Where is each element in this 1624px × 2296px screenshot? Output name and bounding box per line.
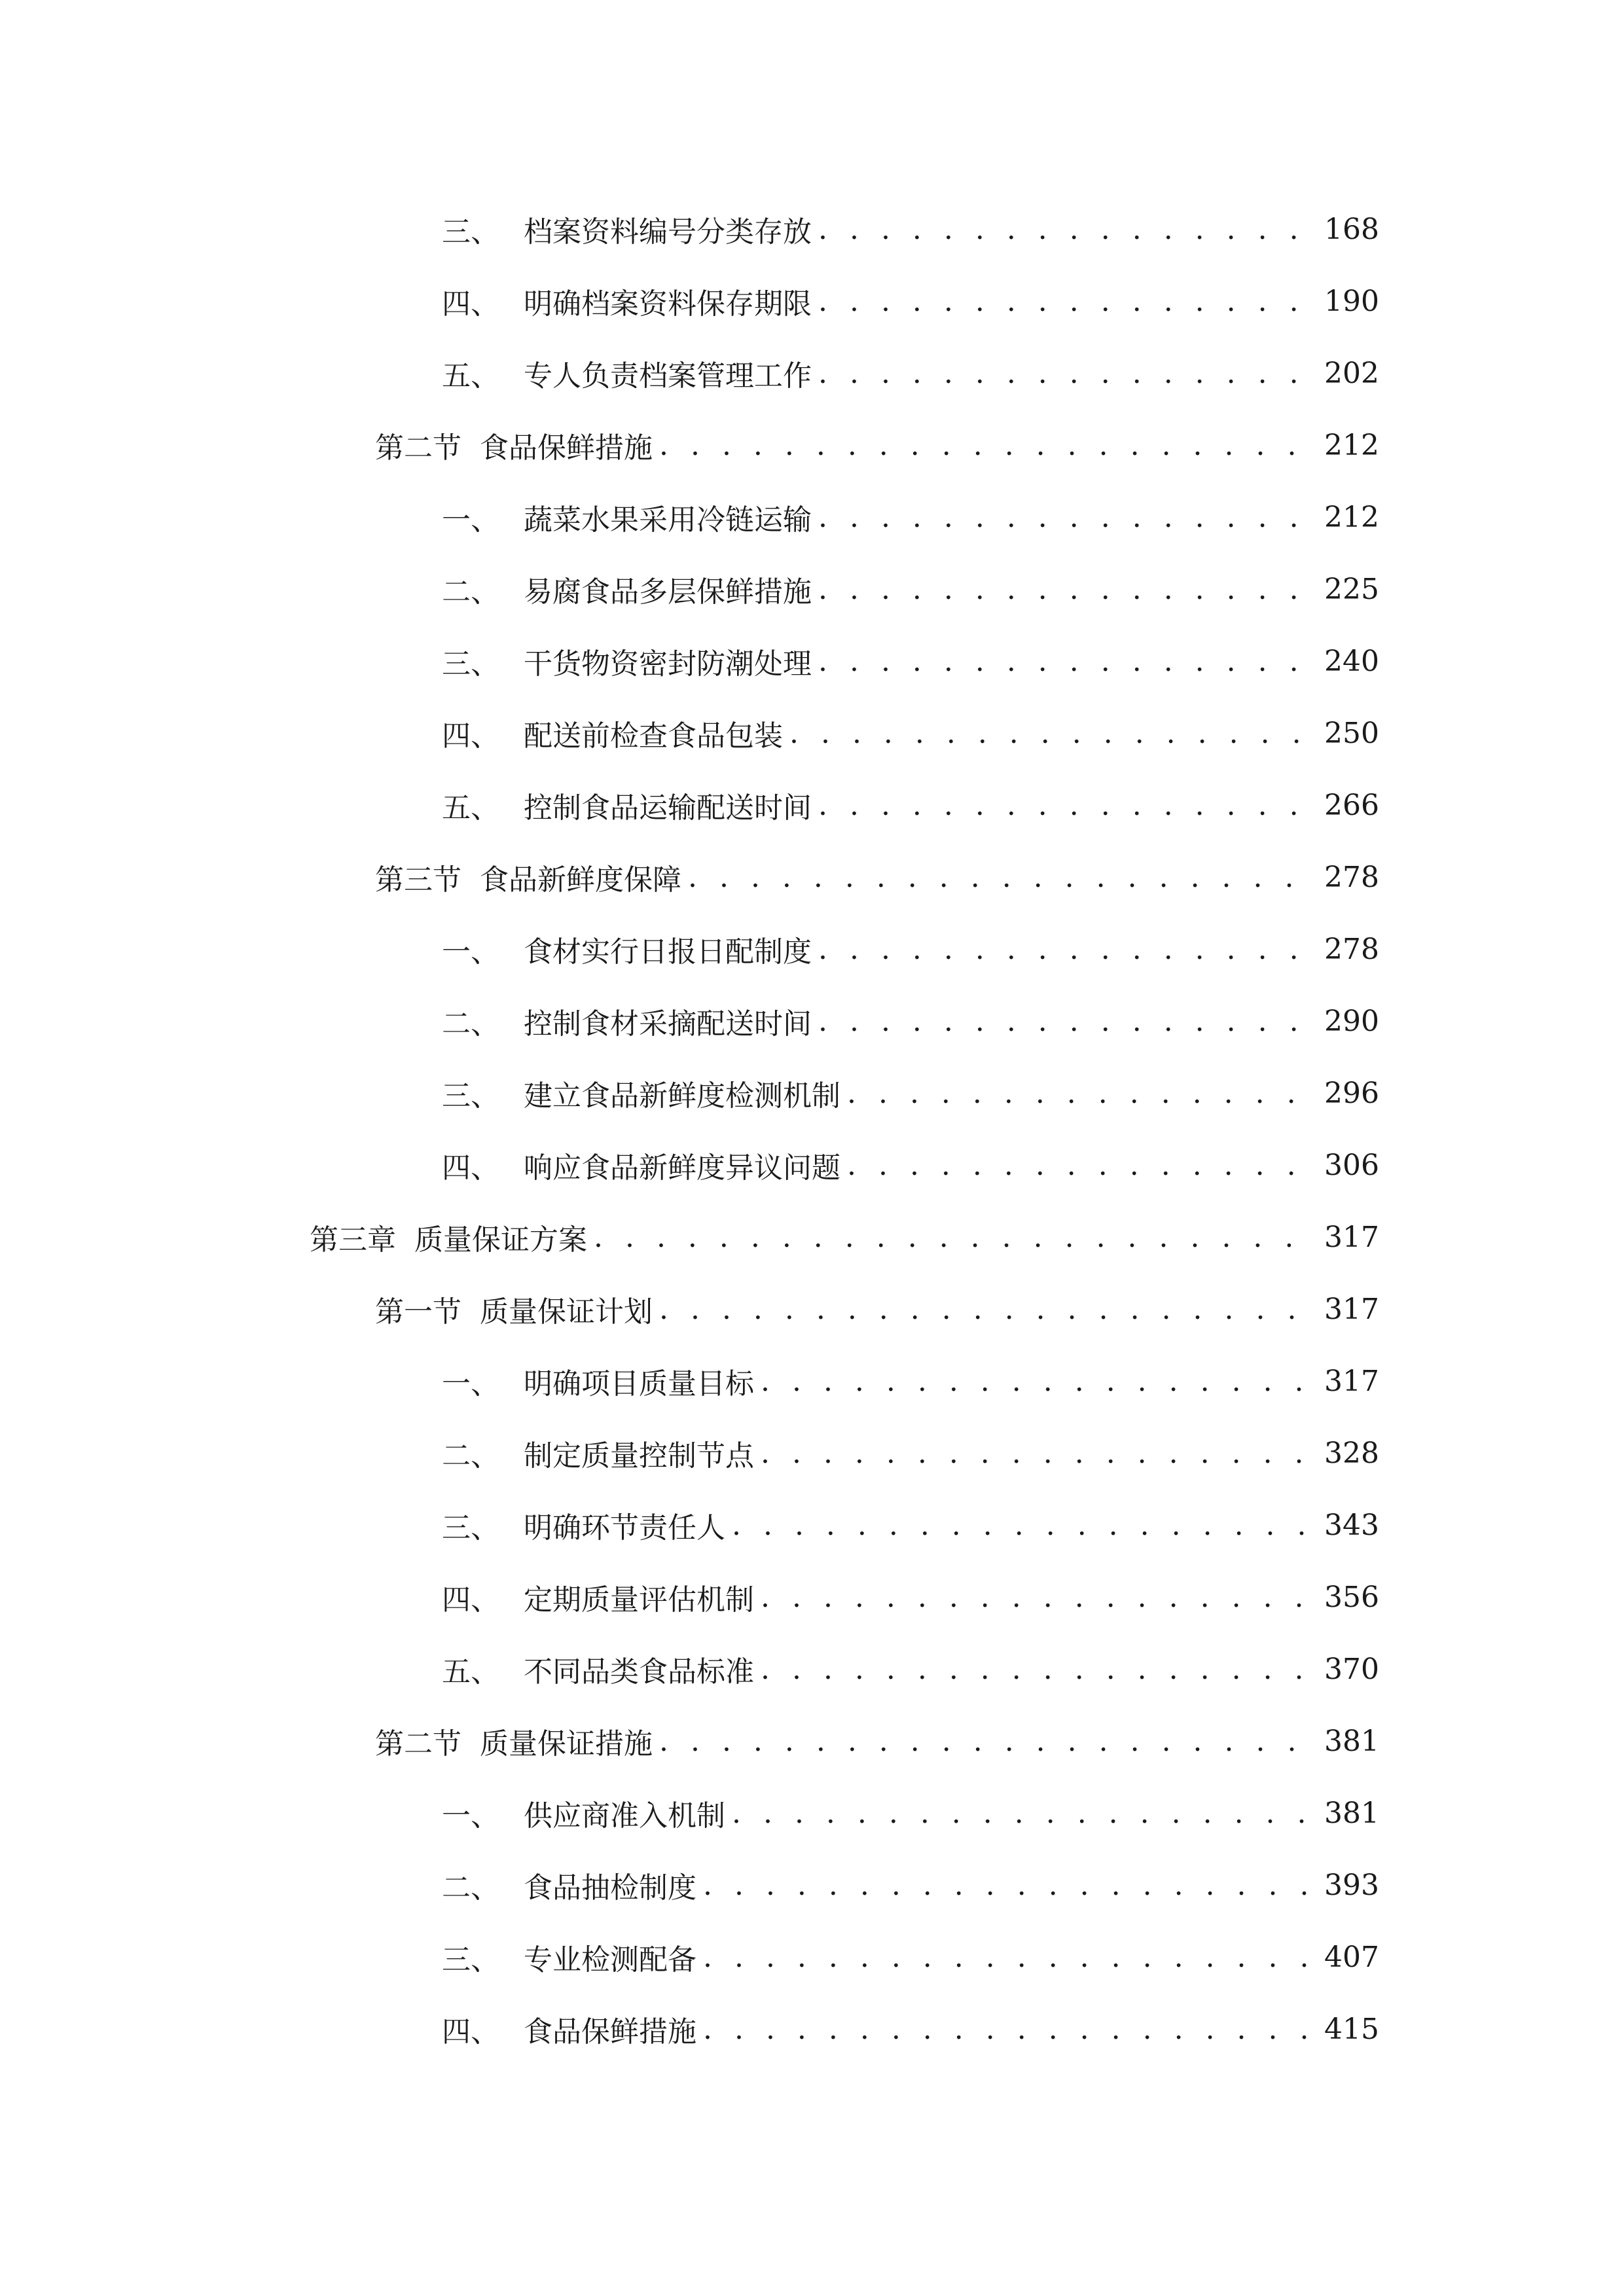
toc-dot-leader — [729, 1797, 1316, 1830]
toc-entry-number: 三、 — [442, 1943, 499, 1977]
toc-dot-leader — [816, 501, 1316, 534]
toc-entry-page-number: 212 — [1324, 500, 1379, 534]
toc-dot-leader — [758, 1437, 1316, 1470]
toc-entry-item[interactable] — [442, 481, 1379, 553]
toc-entry-item[interactable] — [442, 1417, 1379, 1489]
toc-entry-item[interactable] — [442, 1849, 1379, 1921]
toc-entry-title: 干货物资密封防潮处理 — [524, 647, 812, 681]
toc-entry-title: 明确项目质量目标 — [524, 1367, 754, 1401]
toc-entry-page-number: 343 — [1324, 1508, 1379, 1542]
toc-entry-page-number: 278 — [1324, 932, 1379, 966]
toc-entry-item[interactable] — [442, 913, 1379, 985]
toc-dot-leader — [591, 1221, 1316, 1254]
toc-entry-page-number: 393 — [1324, 1868, 1379, 1902]
toc-entry-label — [375, 856, 685, 898]
toc-entry-label — [375, 1288, 657, 1330]
toc-entry-item[interactable] — [442, 553, 1379, 625]
toc-dot-leader — [816, 213, 1316, 246]
toc-entry-number: 四、 — [442, 2015, 499, 2049]
toc-dot-leader — [685, 861, 1316, 894]
toc-entry-item[interactable] — [442, 625, 1379, 697]
toc-entry-item[interactable] — [442, 985, 1379, 1057]
toc-entry-number: 第一节 — [375, 1295, 461, 1329]
toc-dot-leader — [657, 1293, 1316, 1326]
toc-entry-number: 三、 — [442, 215, 499, 249]
toc-entry-title: 制定质量控制节点 — [524, 1439, 754, 1473]
toc-entry-label — [442, 208, 816, 250]
toc-entry-label — [442, 1792, 729, 1834]
toc-entry-page-number: 381 — [1324, 1724, 1379, 1758]
toc-entry-number: 三、 — [442, 1079, 499, 1113]
toc-entry-page-number: 317 — [1324, 1292, 1379, 1326]
toc-entry-page-number: 168 — [1324, 212, 1379, 246]
toc-entry-label — [442, 2008, 700, 2050]
toc-entry-page-number: 240 — [1324, 644, 1379, 678]
toc-dot-leader — [758, 1581, 1316, 1614]
toc-dot-leader — [700, 1869, 1316, 1902]
toc-entry-title: 蔬菜水果采用冷链运输 — [524, 503, 812, 537]
toc-entry-page-number: 381 — [1324, 1796, 1379, 1830]
toc-dot-leader — [816, 933, 1316, 966]
toc-entry-title: 建立食品新鲜度检测机制 — [524, 1079, 840, 1113]
toc-entry-title: 食材实行日报日配制度 — [524, 935, 812, 969]
toc-dot-leader — [758, 1365, 1316, 1398]
toc-entry-label — [442, 496, 816, 538]
toc-entry-label — [442, 352, 816, 394]
toc-entry-label — [442, 1648, 758, 1690]
toc-entry-item[interactable] — [442, 697, 1379, 769]
toc-entry-item[interactable] — [442, 1345, 1379, 1417]
toc-entry-title: 响应食品新鲜度异议问题 — [524, 1151, 840, 1185]
toc-entry-label — [442, 1144, 844, 1186]
toc-entry-number: 二、 — [442, 575, 499, 609]
toc-entry-page-number: 356 — [1324, 1580, 1379, 1614]
toc-entry-title: 食品新鲜度保障 — [480, 863, 681, 897]
toc-dot-leader — [700, 2013, 1316, 2046]
toc-entry-page-number: 212 — [1324, 428, 1379, 462]
toc-entry-title: 易腐食品多层保鲜措施 — [524, 575, 812, 609]
toc-entry-label — [442, 1576, 758, 1618]
toc-dot-leader — [816, 789, 1316, 822]
toc-dot-leader — [816, 1005, 1316, 1038]
toc-entry-number: 一、 — [442, 1367, 499, 1401]
toc-entry-number: 三、 — [442, 1511, 499, 1545]
toc-entry-chapter[interactable] — [310, 1201, 1379, 1273]
toc-entry-label — [442, 712, 787, 754]
toc-entry-page-number: 278 — [1324, 860, 1379, 894]
toc-entry-number: 一、 — [442, 503, 499, 537]
toc-entry-item[interactable] — [442, 769, 1379, 841]
toc-entry-label — [442, 1504, 729, 1546]
toc-entry-title: 质量保证计划 — [480, 1295, 653, 1329]
toc-entry-item[interactable] — [442, 1057, 1379, 1129]
toc-entry-item[interactable] — [442, 265, 1379, 337]
toc-entry-label — [442, 1000, 816, 1042]
toc-entry-label — [442, 280, 816, 322]
toc-dot-leader — [758, 1653, 1316, 1686]
toc-entry-label — [442, 1936, 700, 1978]
toc-entry-number: 第二节 — [375, 1727, 461, 1761]
toc-entry-title: 质量保证措施 — [480, 1727, 653, 1761]
toc-entry-page-number: 190 — [1324, 284, 1379, 318]
toc-entry-number: 五、 — [442, 1655, 499, 1689]
toc-entry-item[interactable] — [442, 1921, 1379, 1993]
toc-entry-number: 四、 — [442, 1583, 499, 1617]
toc-entry-page-number: 266 — [1324, 788, 1379, 822]
toc-entry-page-number: 370 — [1324, 1652, 1379, 1686]
toc-entry-item[interactable] — [442, 1777, 1379, 1849]
toc-entry-page-number: 317 — [1324, 1220, 1379, 1254]
toc-entry-number: 二、 — [442, 1439, 499, 1473]
toc-entry-page-number: 290 — [1324, 1004, 1379, 1038]
toc-entry-number: 四、 — [442, 719, 499, 753]
toc-entry-item[interactable] — [442, 1993, 1379, 2065]
toc-entry-item[interactable] — [442, 1129, 1379, 1201]
toc-entry-page-number: 306 — [1324, 1148, 1379, 1182]
toc-entry-title: 食品保鲜措施 — [480, 431, 653, 465]
toc-entry-item[interactable] — [442, 337, 1379, 409]
toc-dot-leader — [657, 1725, 1316, 1758]
toc-entry-label — [442, 640, 816, 682]
toc-entry-number: 一、 — [442, 1799, 499, 1833]
toc-entry-title: 定期质量评估机制 — [524, 1583, 754, 1617]
toc-entry-number: 第三章 — [310, 1223, 396, 1257]
toc-entry-title: 明确环节责任人 — [524, 1511, 725, 1545]
toc-entry-label — [442, 784, 816, 826]
toc-entry-title: 食品保鲜措施 — [524, 2015, 696, 2049]
toc-entry-page-number: 415 — [1324, 2012, 1379, 2046]
toc-entry-number: 第二节 — [375, 431, 461, 465]
toc-entry-title: 控制食材采摘配送时间 — [524, 1007, 812, 1041]
toc-entry-title: 配送前检查食品包装 — [524, 719, 783, 753]
toc-entry-page-number: 407 — [1324, 1940, 1379, 1974]
toc-entry-label — [442, 1072, 844, 1114]
toc-entry-title: 质量保证方案 — [414, 1223, 587, 1257]
toc-dot-leader — [816, 645, 1316, 678]
toc-entry-number: 四、 — [442, 287, 499, 321]
toc-entry-label — [375, 424, 657, 466]
toc-dot-leader — [844, 1077, 1316, 1110]
toc-dot-leader — [844, 1149, 1316, 1182]
toc-entry-item[interactable] — [442, 1633, 1379, 1705]
toc-entry-section[interactable] — [375, 1705, 1379, 1777]
toc-dot-leader — [787, 717, 1316, 750]
toc-entry-section[interactable] — [375, 841, 1379, 913]
toc-entry-label — [375, 1720, 657, 1762]
toc-dot-leader — [700, 1941, 1316, 1974]
toc-entry-title: 专人负责档案管理工作 — [524, 359, 812, 393]
toc-entry-number: 一、 — [442, 935, 499, 969]
toc-entry-page-number: 328 — [1324, 1436, 1379, 1470]
toc-entry-title: 不同品类食品标准 — [524, 1655, 754, 1689]
toc-entry-title: 控制食品运输配送时间 — [524, 791, 812, 825]
toc-entry-section[interactable] — [375, 409, 1379, 481]
toc-entry-title: 供应商准入机制 — [524, 1799, 725, 1833]
toc-entry-label — [442, 1432, 758, 1474]
toc-entry-page-number: 250 — [1324, 716, 1379, 750]
toc-entry-page-number: 225 — [1324, 572, 1379, 606]
toc-entry-number: 四、 — [442, 1151, 499, 1185]
toc-dot-leader — [657, 429, 1316, 462]
toc-entry-title: 专业检测配备 — [524, 1943, 696, 1977]
toc-dot-leader — [729, 1509, 1316, 1542]
toc-entry-page-number: 296 — [1324, 1076, 1379, 1110]
toc-entry-title: 明确档案资料保存期限 — [524, 287, 812, 321]
toc-entry-label — [442, 1360, 758, 1402]
toc-dot-leader — [816, 573, 1316, 606]
toc-entry-page-number: 317 — [1324, 1364, 1379, 1398]
toc-entry-label — [442, 928, 816, 970]
toc-entry-label — [310, 1216, 591, 1258]
toc-entry-label — [442, 568, 816, 610]
toc-entry-title: 食品抽检制度 — [524, 1871, 696, 1905]
toc-dot-leader — [816, 285, 1316, 318]
toc-dot-leader — [816, 357, 1316, 390]
toc-entry-item[interactable] — [442, 1561, 1379, 1633]
toc-entry-number: 二、 — [442, 1007, 499, 1041]
toc-entry-number: 三、 — [442, 647, 499, 681]
toc-entry-section[interactable] — [375, 1273, 1379, 1345]
toc-entry-number: 第三节 — [375, 863, 461, 897]
toc-entry-number: 五、 — [442, 791, 499, 825]
toc-entry-page-number: 202 — [1324, 356, 1379, 390]
toc-entry-label — [442, 1864, 700, 1906]
toc-entry-number: 五、 — [442, 359, 499, 393]
toc-entry-item[interactable] — [442, 193, 1379, 265]
toc-entry-number: 二、 — [442, 1871, 499, 1905]
toc-entry-item[interactable] — [442, 1489, 1379, 1561]
toc-entry-title: 档案资料编号分类存放 — [524, 215, 812, 249]
